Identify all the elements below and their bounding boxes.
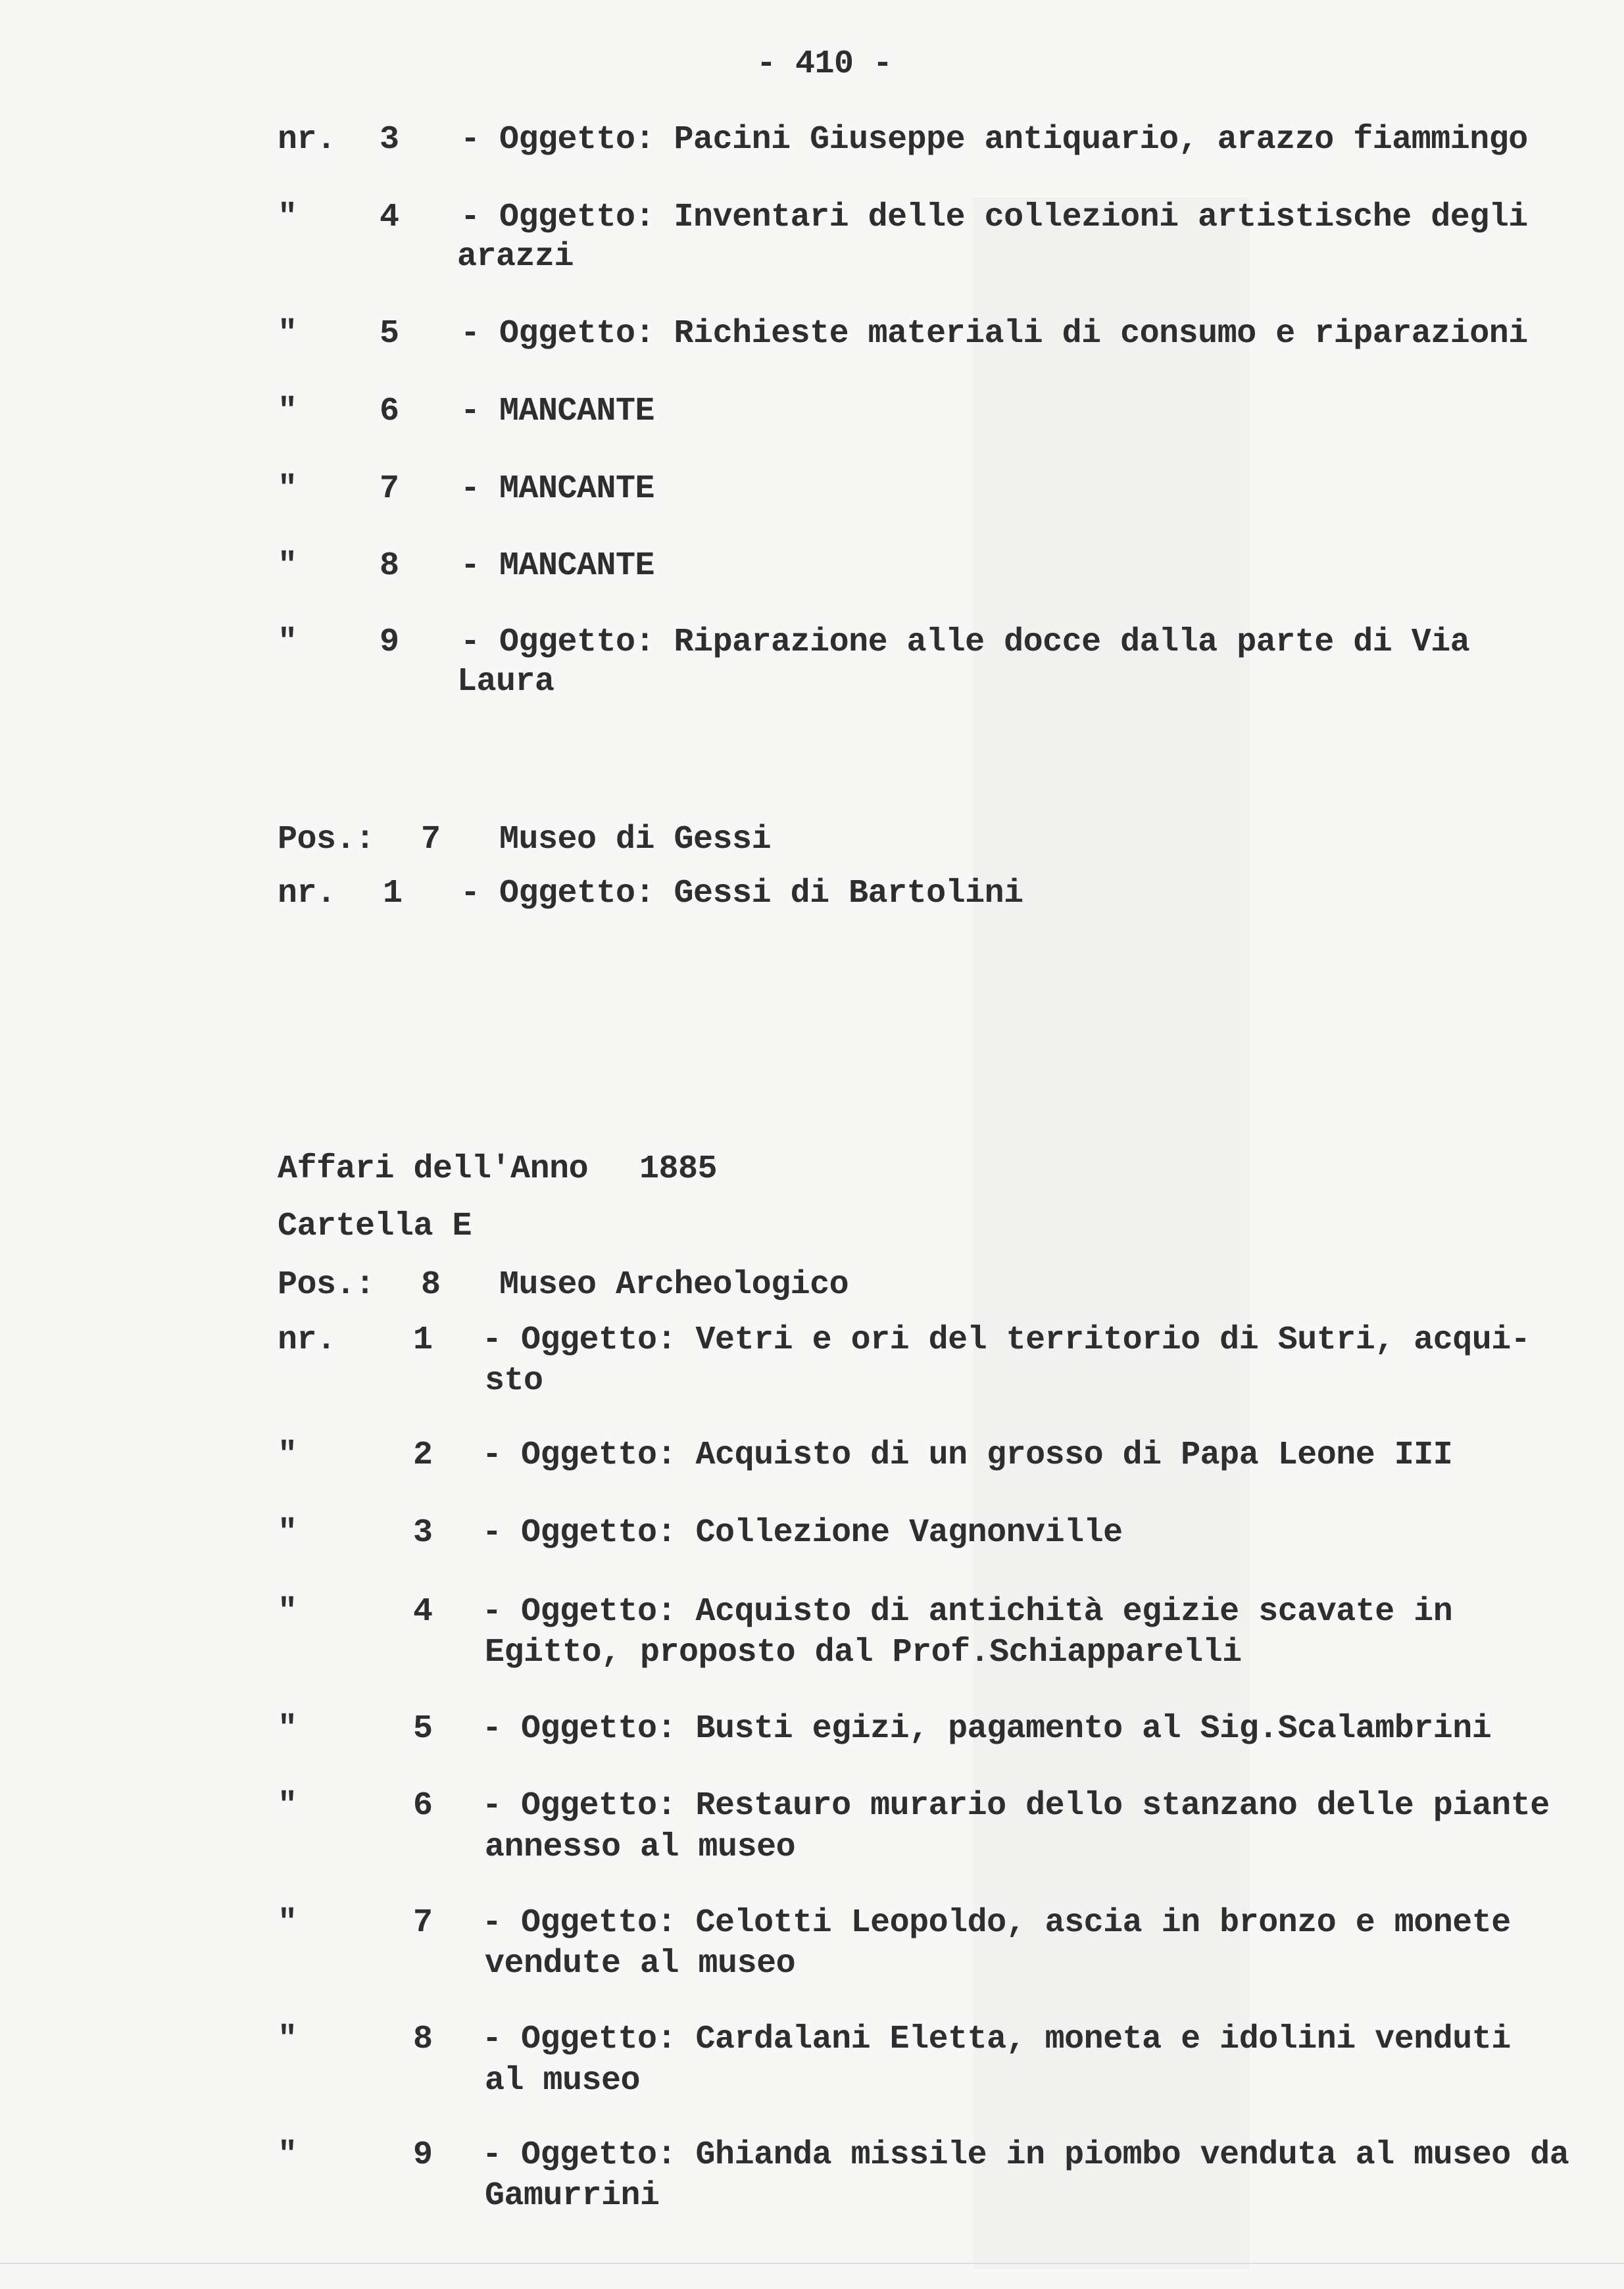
entry-text: - Oggetto: Collezione Vagnonville [482, 1514, 1123, 1552]
entry-label: " [278, 624, 297, 661]
entry-text: - Oggetto: Acquisto di antichità egizie scavate in [482, 1593, 1453, 1631]
entry-text: - Oggetto: Busti egizi, pagamento al Sig.Scalambrini [482, 1710, 1492, 1748]
entry-text: - MANCANTE [460, 470, 655, 508]
entry-text: - Oggetto: Restauro murario dello stanzano delle piante [482, 1787, 1550, 1825]
entry-number: 6 [413, 1787, 433, 1825]
pos7-label: Pos.: [278, 821, 375, 858]
entry-label: " [278, 1787, 297, 1825]
entry-label: " [278, 470, 297, 508]
entry-number: 2 [413, 1437, 433, 1474]
affari-heading: Affari dell'Anno [278, 1150, 589, 1188]
entry-number: 7 [380, 470, 399, 508]
entry-text: - Oggetto: Celotti Leopoldo, ascia in bronzo e monete [482, 1904, 1511, 1942]
entry-number: 4 [380, 199, 399, 236]
entry-text-continuation: Laura [457, 663, 554, 701]
entry-label: " [278, 1904, 297, 1942]
entry-text-continuation: annesso al museo [485, 1829, 796, 1866]
entry-text: - Oggetto: Richieste materiali di consumo e riparazioni [460, 315, 1528, 353]
entry-number: 1 [413, 1321, 433, 1359]
entry-label: " [278, 1514, 297, 1552]
entry-text-continuation: Egitto, proposto dal Prof.Schiapparelli [485, 1634, 1242, 1671]
entry-label: " [278, 1437, 297, 1474]
entry-number: 3 [380, 121, 399, 159]
entry-number: 8 [380, 547, 399, 585]
entry-text: - Oggetto: Riparazione alle docce dalla parte di Via [460, 624, 1470, 661]
entry-number: 5 [413, 1710, 433, 1748]
affari-year: 1885 [639, 1150, 718, 1188]
entry-label: " [278, 199, 297, 236]
page-number: - 410 - [756, 45, 893, 83]
entry-label: " [278, 2021, 297, 2058]
entry-number: 9 [380, 624, 399, 661]
entry-text: - Oggetto: Pacini Giuseppe antiquario, arazzo fiammingo [460, 121, 1528, 159]
entry-label: " [278, 1710, 297, 1748]
entry-label: " [278, 547, 297, 585]
entry-number: 8 [413, 2021, 433, 2058]
entry-label: " [278, 393, 297, 430]
pos7-title: Museo di Gessi [499, 821, 772, 858]
entry-text: - Oggetto: Vetri e ori del territorio di Sutri, acqui- [482, 1321, 1531, 1359]
entry-text: - MANCANTE [460, 547, 655, 585]
entry-label: nr. [278, 121, 336, 159]
entry-label: " [278, 315, 297, 353]
pos8-label: Pos.: [278, 1266, 375, 1304]
page-edge [0, 2263, 1624, 2264]
entry-text-continuation: sto [485, 1362, 543, 1400]
entry-number: 7 [413, 1904, 433, 1942]
pos7-number: 7 [421, 821, 441, 858]
entry-text: - Oggetto: Acquisto di un grosso di Papa Leone III [482, 1437, 1453, 1474]
entry-text: - Oggetto: Cardalani Eletta, moneta e idolini venduti [482, 2021, 1511, 2058]
pos8-number: 8 [421, 1266, 441, 1304]
entry-label: " [278, 2136, 297, 2174]
pos7-entry-number: 1 [383, 875, 403, 912]
entry-text-continuation: al museo [485, 2062, 641, 2100]
pos7-entry-text: - Oggetto: Gessi di Bartolini [460, 875, 1023, 912]
entry-text: - Oggetto: Inventari delle collezioni artistische degli [460, 199, 1528, 236]
pos8-title: Museo Archeologico [499, 1266, 849, 1304]
entry-label: " [278, 1593, 297, 1631]
scan-shading [973, 197, 1250, 2269]
pos7-entry-label: nr. [278, 875, 336, 912]
entry-text: - MANCANTE [460, 393, 655, 430]
entry-text-continuation: vendute al museo [485, 1945, 796, 1982]
entry-label: nr. [278, 1321, 336, 1359]
entry-text-continuation: Gamurrini [485, 2177, 660, 2215]
entry-number: 4 [413, 1593, 433, 1631]
entry-text-continuation: arazzi [457, 238, 574, 276]
entry-number: 6 [380, 393, 399, 430]
entry-number: 3 [413, 1514, 433, 1552]
cartella-label: Cartella E [278, 1208, 472, 1245]
entry-number: 5 [380, 315, 399, 353]
entry-text: - Oggetto: Ghianda missile in piombo venduta al museo da [482, 2136, 1569, 2174]
entry-number: 9 [413, 2136, 433, 2174]
